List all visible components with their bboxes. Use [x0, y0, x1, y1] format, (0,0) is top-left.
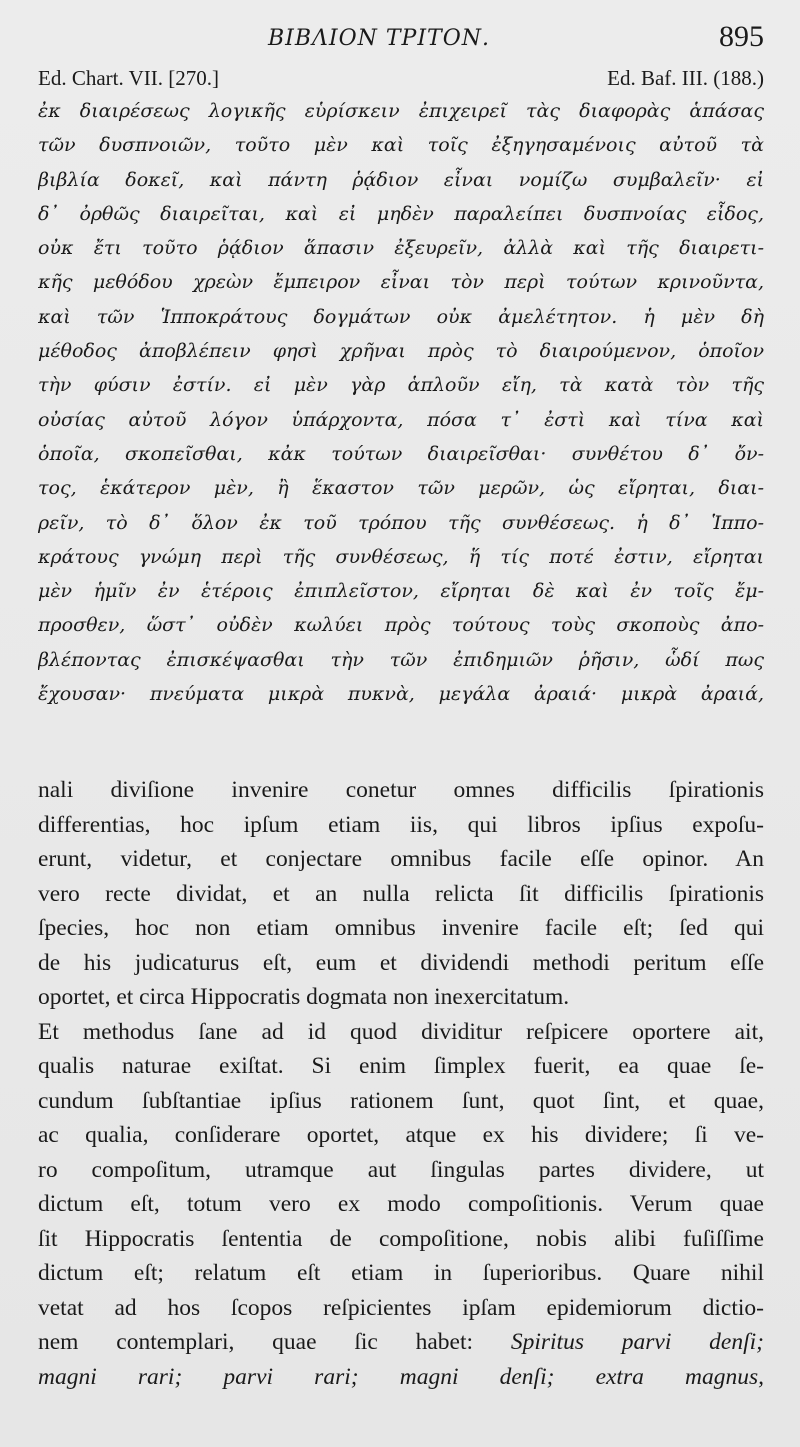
page-number: 895 — [719, 20, 764, 53]
latin-quote-italic-line: magni rari; parvi rari; magni denſi; extra magnus, — [38, 1363, 764, 1390]
greek-line: μέθοδος ἀποβλέπειν φησὶ χρῆναι πρὸς τὸ διαιρούμενον, ὁποῖον — [38, 340, 764, 363]
greek-line: ρεῖν, τὸ δ᾽ ὅλον ἐκ τοῦ τρόπου τῆς συνθέσεως. ἡ δ᾽ Ἱππο- — [38, 511, 764, 534]
latin-line: dictum eſt; relatum eſt etiam in ſuperioribus. Quare nihil — [38, 1260, 764, 1286]
greek-line: οὐκ ἔτι τοῦτο ῥᾴδιον ἅπασιν ἐξευρεῖν, ἀλλὰ καὶ τῆς διαιρετι- — [38, 237, 764, 260]
running-head — [0, 20, 800, 60]
latin-line: vetat ad hos ſcopos reſpicientes ipſam epidemiorum dictio- — [38, 1294, 764, 1321]
latin-line: ro compoſitum, utramque aut ſingulas partes dividere, ut — [38, 1156, 764, 1183]
greek-line: προσθεν, ὥστ᾽ οὐδὲν κωλύει πρὸς τούτους τοὺς σκοποὺς ἀπο- — [38, 614, 764, 637]
latin-line: ac qualia, conſiderare oportet, atque ex his dividere; ſi ve- — [38, 1122, 764, 1148]
greek-line: δ᾽ ὀρθῶς διαιρεῖται, καὶ εἰ μηδὲν παραλείπει δυσπνοίας εἶδος, — [38, 202, 764, 225]
latin-line: ſit Hippocratis ſententia de compoſitione, nobis alibi fuſiſſime — [38, 1225, 764, 1252]
greek-text-block — [38, 94, 764, 711]
greek-line: μὲν ἡμῖν ἐν ἑτέροις ἐπιπλεῖστον, εἴρηται δὲ καὶ ἐν τοῖς ἔμ- — [38, 580, 764, 603]
latin-line: dictum eſt, totum vero ex modo compoſitionis. Verum quae — [38, 1191, 764, 1217]
latin-quote-italic: Spiritus parvi denſi; — [510, 1329, 764, 1355]
greek-line: κράτους γνώμη περὶ τῆς συνθέσεως, ἥ τίς ποτέ ἐστιν, εἴρηται — [38, 545, 764, 568]
greek-line: βιβλία δοκεῖ, καὶ πάντη ῥᾴδιον εἶναι νομίζω συμβαλεῖν· εἰ — [38, 168, 764, 191]
greek-line: ὁποῖα, σκοπεῖσθαι, κἀκ τούτων διαιρεῖσθαι· συνθέτου δ᾽ ὄν- — [38, 442, 764, 465]
greek-line: κῆς μεθόδου χρεὼν ἔμπειρον εἶναι τὸν περὶ τούτων κρινοῦντα, — [38, 271, 764, 294]
greek-line: τῶν δυσπνοιῶν, τοῦτο μὲν καὶ τοῖς ἐξηγησαμένοις αὐτοῦ τὰ — [38, 134, 764, 157]
latin-line: cundum ſubſtantiae ipſius rationem ſunt, quot ſint, et quae, — [38, 1087, 764, 1114]
latin-text-block — [38, 773, 764, 1394]
greek-line: ἔχουσαν· πνεύματα μικρὰ πυκνὰ, μεγάλα ἀραιά· μικρὰ ἀραιά, — [38, 683, 764, 706]
latin-line: vero recte dividat, et an nulla relicta ſit difficilis ſpirationis — [38, 880, 764, 907]
greek-line: τὴν φύσιν ἐστίν. εἰ μὲν γὰρ ἁπλοῦν εἴη, τὰ κατὰ τὸν τῆς — [38, 374, 764, 397]
running-title: ΒΙΒΛΙΟΝ ΤΡΙΤΟΝ. — [268, 26, 491, 51]
latin-line: ſpecies, hoc non etiam omnibus invenire facile eſt; ſed qui — [38, 915, 764, 941]
latin-line: oportet, et circa Hippocratis dogmata non inexercitatum. — [38, 984, 570, 1010]
latin-line: qualis naturae exiſtat. Si enim ſimplex fuerit, ea quae ſe- — [38, 1053, 764, 1079]
greek-line: καὶ τῶν Ἱπποκράτους δογμάτων οὐκ ἀμελέτητον. ἡ μὲν δὴ — [38, 305, 764, 328]
latin-line: Et methodus ſane ad id quod dividitur reſpicere oportere ait, — [38, 1018, 764, 1045]
latin-line: nali diviſione invenire conetur omnes difficilis ſpirationis — [38, 777, 764, 803]
latin-line: differentias, hoc ipſum etiam iis, qui libros ipſius expoſu- — [38, 811, 764, 838]
greek-line: οὐσίας αὐτοῦ λόγον ὑπάρχοντα, πόσα τ᾽ ἐστὶ καὶ τίνα καὶ — [38, 408, 764, 431]
latin-line-prefix: nem contemplari, quae ſic habet: — [38, 1329, 511, 1355]
latin-line: erunt, videtur, et conjectare omnibus facile eſſe opinor. An — [38, 846, 764, 872]
greek-line: τος, ἑκάτερον μὲν, ἢ ἕκαστον τῶν μερῶν, ὡς εἴρηται, διαι- — [38, 477, 764, 500]
edition-references — [38, 66, 764, 92]
greek-line: βλέποντας ἐπισκέψασθαι τὴν τῶν ἐπιδημιῶν ῥῆσιν, ὧδί πως — [38, 648, 764, 671]
greek-line: ἐκ διαιρέσεως λογικῆς εὑρίσκειν ἐπιχειρεῖ τὰς διαφορὰς ἁπάσας — [38, 100, 764, 122]
latin-line: de his judicaturus eſt, eum et dividendi methodi peritum eſſe — [38, 949, 764, 976]
edition-chartier-ref: Ed. Chart. VII. [270.] — [38, 66, 219, 90]
edition-basel-ref: Ed. Baf. III. (188.) — [607, 66, 764, 90]
latin-line-mixed — [38, 1325, 764, 1360]
